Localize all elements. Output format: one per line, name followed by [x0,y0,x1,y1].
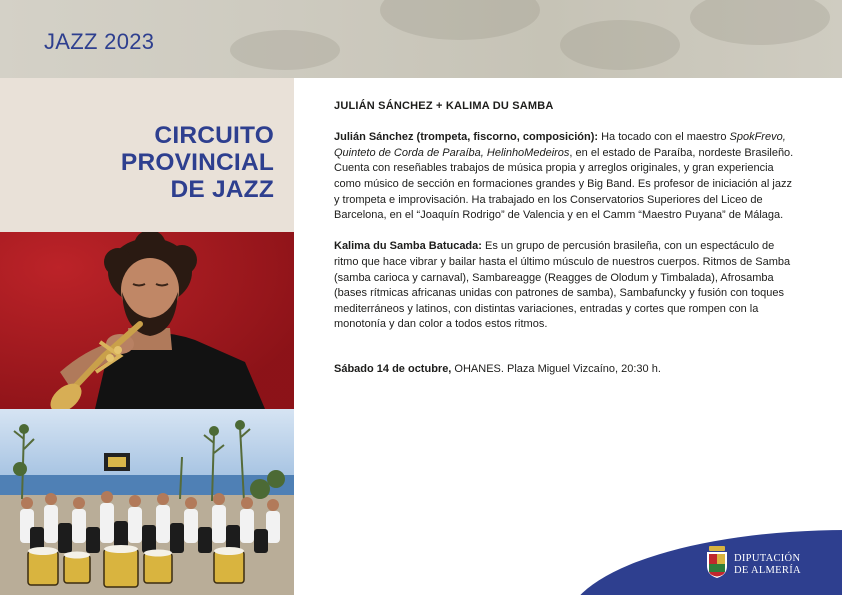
event-details [334,362,796,378]
paragraph-italic: SpokFrevo, Quinteto de Corda de Paraíba, HelinhoMedeiros [334,131,786,159]
logo-line: DIPUTACIÓN [734,553,801,564]
paragraph-kalima-du-samba [334,239,796,333]
event-date: Sábado 14 de octubre, [334,362,452,375]
header-band [0,0,842,78]
article-heading: JULIÁN SÁNCHEZ + KALIMA DU SAMBA [334,100,554,112]
diputacion-logo [706,546,820,582]
paragraph-text: , en el estado de Paraíba, nordeste Brasileño. Cuenta con reseñables trabajos de música propia y arreglos originales, y gran experiencia como músico de sección en formaciones grandes y Big Band. Es profesor de iniciación al jazz y trompeta e improvisación. Ha trabajado en los Conservatorios Superiores del Liceo de Barcelona, en el “Joaquín Rodrigo” de Valencia y en el Camm “Maestro Puyana” de Málaga. [334,146,794,222]
article-body [334,99,796,378]
title-line: CIRCUITO [154,122,274,149]
coat-of-arms-icon [706,546,728,578]
paragraph-lead: Julián Sánchez (trompeta, fiscorno, composición): [334,131,599,144]
page-title [121,122,274,203]
logo-text [734,553,801,577]
paragraph-lead: Kalima du Samba Batucada: [334,240,482,253]
samba-band-photo [0,409,294,595]
logo-line: DE ALMERÍA [734,565,801,576]
trumpet-player-illustration [0,232,294,409]
event-place: OHANES. Plaza Miguel Vizcaíno, 20:30 h. [451,362,661,375]
samba-band-illustration [0,409,294,595]
paragraph-julian-sanchez [334,130,796,224]
title-line: PROVINCIAL [120,149,274,176]
title-line: DE JAZZ [170,176,274,203]
texture-blot [380,0,540,40]
texture-blot [230,30,340,70]
trumpet-player-photo [0,232,294,409]
paragraph-text: Es un grupo de percusión brasileña, con un espectáculo de ritmo que hace vibrar y bailar hasta el último músculo de nuestros cuerpos. Ritmos de Samba (samba carioca y carnaval), Sambareagge (Reagges de Olodum y Timbalada), Afrosamba (bases rítmicas africanas unidas con patrones de samba), Sambafuncky y fusión con toques mediterráneos y latinos, con distintas variaciones, entradas y cortes que rompen con la monotonía y dan color a todos estos ritmos. [334,240,791,331]
texture-blot [560,20,680,70]
title-panel [0,78,294,232]
paragraph-text: Ha tocado con el maestro [598,131,730,144]
header-title: JAZZ 2023 [44,29,155,54]
texture-blot [690,0,830,45]
